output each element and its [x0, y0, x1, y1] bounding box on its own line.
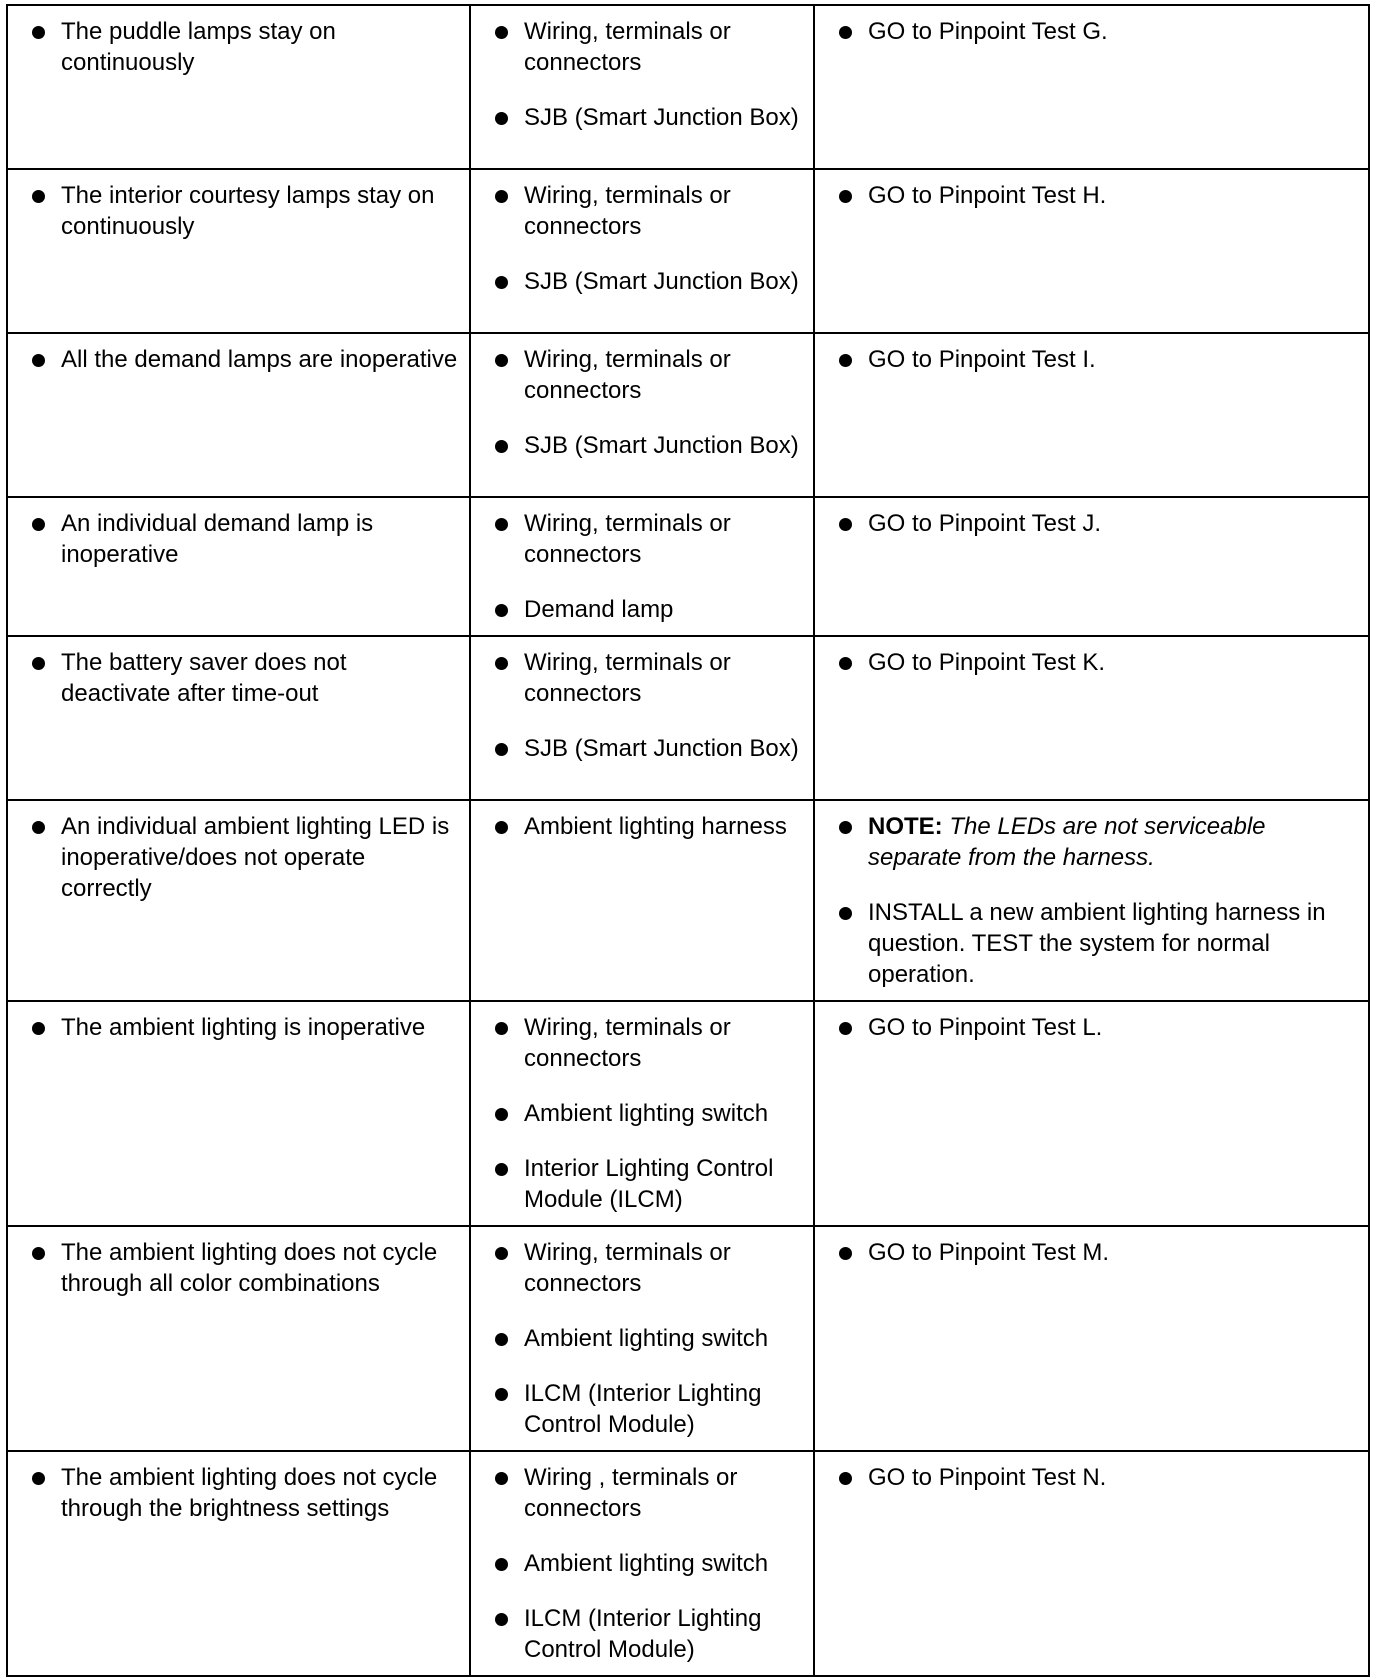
- bullet-icon: [495, 518, 508, 531]
- action-item: GO to Pinpoint Test L.: [835, 1012, 1360, 1043]
- action-cell: [814, 1001, 1369, 1226]
- cause-item: SJB (Smart Junction Box): [491, 266, 805, 297]
- bullet-icon: [839, 26, 852, 39]
- condition-cell: [7, 169, 470, 333]
- bullet-icon: [495, 821, 508, 834]
- bullet-icon: [32, 354, 45, 367]
- condition-item: The puddle lamps stay on continuously: [28, 16, 461, 78]
- bullet-icon: [839, 1022, 852, 1035]
- bullet-icon: [839, 1247, 852, 1260]
- condition-cell: [7, 636, 470, 800]
- condition-item: The interior courtesy lamps stay on continuously: [28, 180, 461, 242]
- bullet-icon: [495, 1163, 508, 1176]
- bullet-icon: [32, 1247, 45, 1260]
- bullet-icon: [839, 821, 852, 834]
- bullet-icon: [495, 190, 508, 203]
- action-item: GO to Pinpoint Test J.: [835, 508, 1360, 539]
- cause-cell: [470, 169, 814, 333]
- table-row: [7, 333, 1369, 497]
- condition-cell: [7, 1451, 470, 1676]
- bullet-icon: [495, 1247, 508, 1260]
- bullet-icon: [839, 190, 852, 203]
- table-row: [7, 636, 1369, 800]
- bullet-icon: [495, 743, 508, 756]
- table-row: [7, 1451, 1369, 1676]
- cause-item: Wiring, terminals or connectors: [491, 508, 805, 570]
- cause-item: Ambient lighting switch: [491, 1548, 805, 1579]
- action-cell: [814, 169, 1369, 333]
- bullet-icon: [839, 354, 852, 367]
- bullet-icon: [495, 1022, 508, 1035]
- action-item: GO to Pinpoint Test G.: [835, 16, 1360, 47]
- condition-cell: [7, 1001, 470, 1226]
- bullet-icon: [495, 1388, 508, 1401]
- cause-item: Wiring, terminals or connectors: [491, 1237, 805, 1299]
- note-label: NOTE:: [868, 813, 943, 840]
- cause-item: ILCM (Interior Lighting Control Module): [491, 1603, 805, 1665]
- condition-item: The ambient lighting does not cycle through all color combinations: [28, 1237, 461, 1299]
- cause-item: Interior Lighting Control Module (ILCM): [491, 1153, 805, 1215]
- condition-item: The ambient lighting is inoperative: [28, 1012, 461, 1043]
- cause-item: Ambient lighting switch: [491, 1323, 805, 1354]
- cause-cell: [470, 333, 814, 497]
- condition-item: An individual demand lamp is inoperative: [28, 508, 461, 570]
- action-item: GO to Pinpoint Test K.: [835, 647, 1360, 678]
- table-row: [7, 497, 1369, 636]
- action-item: GO to Pinpoint Test M.: [835, 1237, 1360, 1268]
- cause-item: Demand lamp: [491, 594, 805, 625]
- bullet-icon: [495, 1472, 508, 1485]
- cause-cell: [470, 1226, 814, 1451]
- bullet-icon: [32, 26, 45, 39]
- cause-item: SJB (Smart Junction Box): [491, 102, 805, 133]
- cause-cell: [470, 497, 814, 636]
- bullet-icon: [839, 657, 852, 670]
- condition-cell: [7, 497, 470, 636]
- table-row: [7, 1001, 1369, 1226]
- bullet-icon: [32, 518, 45, 531]
- action-cell: [814, 5, 1369, 169]
- action-cell: [814, 1226, 1369, 1451]
- cause-item: SJB (Smart Junction Box): [491, 430, 805, 461]
- bullet-icon: [495, 1558, 508, 1571]
- cause-item: Ambient lighting harness: [491, 811, 805, 842]
- action-item: INSTALL a new ambient lighting harness in question. TEST the system for normal operation.: [835, 897, 1360, 990]
- cause-cell: [470, 636, 814, 800]
- note-text: The LEDs are not serviceable separate from the harness.: [868, 813, 1266, 871]
- cause-item: Wiring, terminals or connectors: [491, 180, 805, 242]
- cause-item: Wiring , terminals or connectors: [491, 1462, 805, 1524]
- bullet-icon: [495, 1613, 508, 1626]
- bullet-icon: [32, 657, 45, 670]
- action-cell: [814, 497, 1369, 636]
- bullet-icon: [495, 1333, 508, 1346]
- condition-cell: [7, 800, 470, 1001]
- note-item: [835, 811, 1360, 873]
- bullet-icon: [495, 276, 508, 289]
- action-item: GO to Pinpoint Test H.: [835, 180, 1360, 211]
- cause-item: Wiring, terminals or connectors: [491, 647, 805, 709]
- cause-cell: [470, 1001, 814, 1226]
- bullet-icon: [495, 112, 508, 125]
- bullet-icon: [495, 657, 508, 670]
- condition-cell: [7, 333, 470, 497]
- bullet-icon: [495, 604, 508, 617]
- action-cell: [814, 800, 1369, 1001]
- bullet-icon: [839, 518, 852, 531]
- bullet-icon: [495, 440, 508, 453]
- cause-item: ILCM (Interior Lighting Control Module): [491, 1378, 805, 1440]
- action-cell: [814, 333, 1369, 497]
- bullet-icon: [839, 1472, 852, 1485]
- bullet-icon: [839, 907, 852, 920]
- bullet-icon: [32, 190, 45, 203]
- cause-cell: [470, 800, 814, 1001]
- bullet-icon: [32, 821, 45, 834]
- action-cell: [814, 1451, 1369, 1676]
- action-cell: [814, 636, 1369, 800]
- table-row: [7, 169, 1369, 333]
- bullet-icon: [32, 1022, 45, 1035]
- symptom-chart-table: [6, 4, 1370, 1677]
- action-item: GO to Pinpoint Test N.: [835, 1462, 1360, 1493]
- cause-cell: [470, 5, 814, 169]
- bullet-icon: [495, 26, 508, 39]
- table-row: [7, 5, 1369, 169]
- table-row: [7, 800, 1369, 1001]
- cause-item: Ambient lighting switch: [491, 1098, 805, 1129]
- cause-item: Wiring, terminals or connectors: [491, 1012, 805, 1074]
- table-row: [7, 1226, 1369, 1451]
- action-item: GO to Pinpoint Test I.: [835, 344, 1360, 375]
- condition-cell: [7, 1226, 470, 1451]
- cause-cell: [470, 1451, 814, 1676]
- bullet-icon: [495, 354, 508, 367]
- bullet-icon: [32, 1472, 45, 1485]
- condition-item: All the demand lamps are inoperative: [28, 344, 461, 375]
- cause-item: SJB (Smart Junction Box): [491, 733, 805, 764]
- bullet-icon: [495, 1108, 508, 1121]
- condition-item: The ambient lighting does not cycle through the brightness settings: [28, 1462, 461, 1524]
- condition-item: An individual ambient lighting LED is inoperative/does not operate correctly: [28, 811, 461, 904]
- condition-cell: [7, 5, 470, 169]
- cause-item: Wiring, terminals or connectors: [491, 344, 805, 406]
- condition-item: The battery saver does not deactivate after time-out: [28, 647, 461, 709]
- cause-item: Wiring, terminals or connectors: [491, 16, 805, 78]
